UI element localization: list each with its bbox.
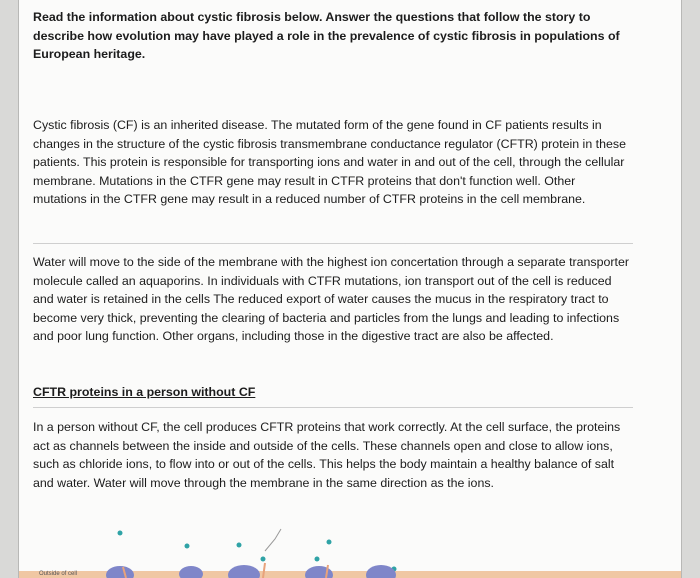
cftr-protein-icon [366,565,396,578]
cftr-protein-icon [179,566,203,578]
ion-icon [237,543,242,548]
section-heading: CFTR proteins in a person without CF [33,385,256,399]
ion-icon [315,557,320,562]
paragraph-water-transport [33,253,631,346]
paragraph-3-text: In a person without CF, the cell produces CFTR proteins that work correctly. At the cell surface, the proteins act as channels between the inside and outside of the cells. These channels open and close to allow ions, such as chloride ions, to flow into or out of the cells. This helps the body maintain a healthy balance of salt and water. Water will move through the membrane in the same direction as the ions. [33,420,621,490]
cftr-protein-icon [305,565,333,578]
cftr-diagram [19,515,681,578]
document-page [18,0,682,578]
paragraph-cf-definition [33,116,631,209]
paragraph-2-text: Water will move to the side of the membrane with the highest ion concertation through a separate transporter molecule called an aquaporins. In individuals with CTFR mutations, ion transport out of the cell is reduced and water is retained in the cells The reduced export of water causes the mucus in the respiratory tract to become very thick, preventing the clearing of bacteria and particles from the lungs and leading to infections and poor lung function. Other organs, including those in the digestive tract are also be affected. [33,255,629,344]
intro-text: Read the information about cystic fibrosis below. Answer the questions that follow the story to describe how evolution may have played a role in the prevalence of cystic fibrosis in populations of European heritage. [33,10,620,62]
section-divider [33,407,633,408]
outside-of-cell-label: Outside of cell [39,571,78,577]
ion-icon [327,540,332,545]
section-divider [33,243,633,244]
ion-icon [118,531,123,536]
ion-icon [185,544,190,549]
paragraph-without-cf [33,418,631,492]
cftr-protein-icon [228,529,281,578]
intro-instructions [33,8,631,64]
cftr-protein-icon [106,566,134,578]
ion-icon [261,557,266,562]
paragraph-1-text: Cystic fibrosis (CF) is an inherited disease. The mutated form of the gene found in CF patients results in changes in the structure of the cystic fibrosis transmembrane conductance regulator (CFTR) protein in these patients. This protein is responsible for transporting ions and water in and out of the cell, through the cellular membrane. Mutations in the CTFR gene may result in CTFR proteins that don't function well. Other mutations in the CTFR gene may result in a reduced number of CTFR proteins in the cell membrane. [33,118,626,207]
